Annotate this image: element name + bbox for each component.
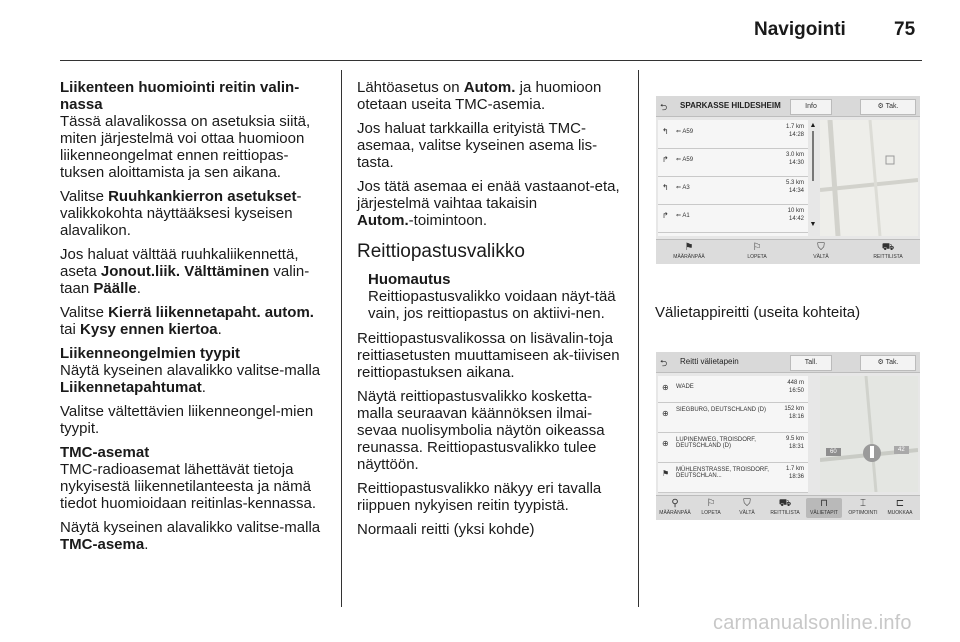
list-item[interactable]: ⊕ WADE 448 m 16:50 <box>658 376 808 403</box>
screen-title: Reitti välietapein <box>680 357 739 366</box>
screen-title-bar <box>656 352 920 373</box>
list-item[interactable]: ⚑ MÜHLENSTRASSE, TROISDORF, DEUTSCHLAN... 1.7 km 18:36 <box>658 462 808 493</box>
column-divider-2 <box>638 70 639 607</box>
turn-right-icon: ↰ <box>662 127 669 136</box>
section-title-traffic: Liikenteen huomiointi reitin valin-nassa <box>60 79 300 113</box>
stop-flag-icon: ⚐ <box>706 498 716 509</box>
column-divider-1 <box>341 70 342 607</box>
scroll-thumb[interactable] <box>812 131 814 181</box>
route-list-icon: ⛟ <box>778 498 792 509</box>
column-1 <box>60 79 328 560</box>
map-roads <box>820 120 918 236</box>
back-arrow-icon[interactable]: ⮌ <box>660 358 668 368</box>
note-box <box>357 271 625 322</box>
screen-title: SPARKASSE HILDESHEIM <box>680 101 781 110</box>
destination-button[interactable]: ⚲ MÄÄRÄNPÄÄ <box>659 498 691 516</box>
back-arrow-icon[interactable]: ⮌ <box>660 102 668 112</box>
route-list-button[interactable]: ⛟ REITTILISTA <box>766 498 804 516</box>
list-item[interactable]: ↱ ⇐ A59 3.0 km 14:30 <box>658 148 808 177</box>
scroll-up-icon[interactable]: ▲ <box>809 122 817 129</box>
pin-icon: ⊕ <box>662 439 669 448</box>
avoid-icon: ⛉ <box>743 498 751 509</box>
waypoints-icon: ⊓ <box>820 498 828 509</box>
bottom-button-bar <box>656 239 920 264</box>
section-title-tmc: TMC-asemat <box>60 444 150 461</box>
optimize-button[interactable]: ⌶ OPTIMOINTI <box>846 498 880 516</box>
watermark: carmanualsonline.info <box>713 612 912 634</box>
screen-title-bar <box>656 96 920 117</box>
map-roads <box>820 376 918 492</box>
stop-button[interactable]: ⚐ LOPETA <box>694 498 728 516</box>
paragraph: Lähtöasetus on Autom. ja huomioon otetaan useita TMC-asemia. <box>357 79 602 113</box>
stop-button[interactable]: ⚐ LOPETA <box>732 242 782 260</box>
page-header-title: Navigointi <box>754 19 846 40</box>
section-heading: Reittiopastusvalikko <box>357 241 525 262</box>
avoid-icon: ⛉ <box>817 242 825 253</box>
turn-icon: ↰ <box>662 183 669 192</box>
figure-caption: Välietappireitti (useita kohteita) <box>655 304 861 321</box>
header-rule <box>60 60 922 61</box>
route-list <box>658 120 808 236</box>
paragraph: TMC-radioasemat lähettävät tietoja nykyisestä liikennetilanteesta ja nämä tiedot huomioidaan reitinlas-kennassa. <box>60 461 316 512</box>
list-item[interactable]: ⊕ SIEGBURG, DEUTSCHLAND (D) 152 km 18:16 <box>658 402 808 433</box>
route-list-icon: ⛟ <box>881 242 895 253</box>
column-2 <box>357 79 625 545</box>
edit-button[interactable]: ⊏ MUOKKAA <box>882 498 918 516</box>
map-view[interactable] <box>820 120 918 236</box>
speed-limit-badge: 60 <box>826 448 841 456</box>
page-number: 75 <box>894 19 916 40</box>
paragraph: Näytä kyseinen alavalikko valitse-malla Liikennetapahtumat. <box>60 362 321 396</box>
note-title: Huomautus <box>368 271 451 288</box>
road-number-badge: 42 <box>894 446 909 454</box>
tab-save[interactable]: Tall. <box>790 355 832 371</box>
back-button[interactable]: ⚙ Tak. <box>860 99 916 115</box>
search-icon: ⚲ <box>671 498 679 509</box>
paragraph: Näytä kyseinen alavalikko valitse-malla TMC-asema. <box>60 519 321 553</box>
paragraph: Tässä alavalikossa on asetuksia siitä, miten järjestelmä voi ottaa huomioon liikenneongelmat ennen reittiopas-tuksen aloittamista ja sen aikana. <box>60 113 311 181</box>
edit-icon: ⊏ <box>895 498 905 509</box>
paragraph: Jos haluat välttää ruuhkaliikennettä, aseta Jonout.liik. Välttäminen valin-taan Päälle. <box>60 246 310 297</box>
paragraph: Valitse Kierrä liikennetapaht. autom. tai Kysy ennen kiertoa. <box>60 304 314 338</box>
turn-icon: ↱ <box>662 211 669 220</box>
scrollbar[interactable] <box>809 122 817 232</box>
scroll-down-icon[interactable]: ▼ <box>809 221 817 228</box>
avoid-button[interactable]: ⛉ VÄLTÄ <box>796 242 846 260</box>
section-title-types: Liikenneongelmien tyypit <box>60 345 241 362</box>
list-item[interactable]: ⊕ LUPINENWEG, TROISDORF, DEUTSCHLAND (D) 9.5 km 18:31 <box>658 432 808 463</box>
paragraph: Normaali reitti (yksi kohde) <box>357 521 535 538</box>
paragraph: Jos haluat tarkkailla erityistä TMC-asemaa, valitse kyseinen asema lis-tasta. <box>357 120 598 171</box>
tab-info[interactable]: Info <box>790 99 832 115</box>
bottom-button-bar <box>656 495 920 520</box>
pin-icon: ⊕ <box>662 409 669 418</box>
paragraph: Näytä reittiopastusvalikko kosketta-malla seuraavan käännöksen ilmai-sevaa nuolisymbolia näytön oikeassa reunassa. Reittiopastusvalikko tulee näyttöön. <box>357 388 605 473</box>
map-view[interactable] <box>820 376 918 492</box>
flag-icon: ⚑ <box>684 242 694 253</box>
waypoint-list <box>658 376 808 492</box>
paragraph: Reittiopastusvalikko näkyy eri tavalla riippuen nykyisen reitin tyypistä. <box>357 480 602 514</box>
pin-icon: ⊕ <box>662 383 669 392</box>
screenshot-waypoint-route <box>656 352 920 520</box>
list-item[interactable]: ↱ ⇐ A1 10 km 14:42 <box>658 204 808 233</box>
route-list-button[interactable]: ⛟ REITTILISTA <box>860 242 916 260</box>
paragraph: Jos tätä asemaa ei enää vastaanot-eta, järjestelmä vaihtaa takaisin Autom.-toimintoon. <box>357 178 620 229</box>
waypoints-button[interactable]: ⊓ VÄLIETAPIT <box>806 498 842 518</box>
destination-flag-icon: ⚑ <box>662 469 670 478</box>
paragraph: Reittiopastusvalikossa on lisävalin-toja reittiasetusten muuttamiseen ak-tiivisen reittiopastuksen aikana. <box>357 330 620 381</box>
back-button[interactable]: ⚙ Tak. <box>860 355 916 371</box>
turn-icon: ↱ <box>662 155 669 164</box>
list-item[interactable]: ↰ ⇐ A3 5.3 km 14:34 <box>658 176 808 205</box>
stop-flag-icon: ⚐ <box>752 242 762 253</box>
avoid-button[interactable]: ⛉ VÄLTÄ <box>730 498 764 516</box>
screenshot-normal-route <box>656 96 920 264</box>
paragraph: Valitse vältettävien liikenneongel-mien tyypit. <box>60 403 314 437</box>
destination-button[interactable]: ⚑ MÄÄRÄNPÄÄ <box>664 242 714 260</box>
optimize-icon: ⌶ <box>860 498 866 509</box>
paragraph: Valitse Ruuhkankierron asetukset-valikkokohta näyttääksesi kyseisen alavalikon. <box>60 188 302 239</box>
list-item[interactable]: ↰ ⇐ A59 1.7 km 14:28 <box>658 120 808 149</box>
note-text: Reittiopastusvalikko voidaan näyt-tää vain, jos reittiopastus on aktiivi-nen. <box>368 288 616 322</box>
